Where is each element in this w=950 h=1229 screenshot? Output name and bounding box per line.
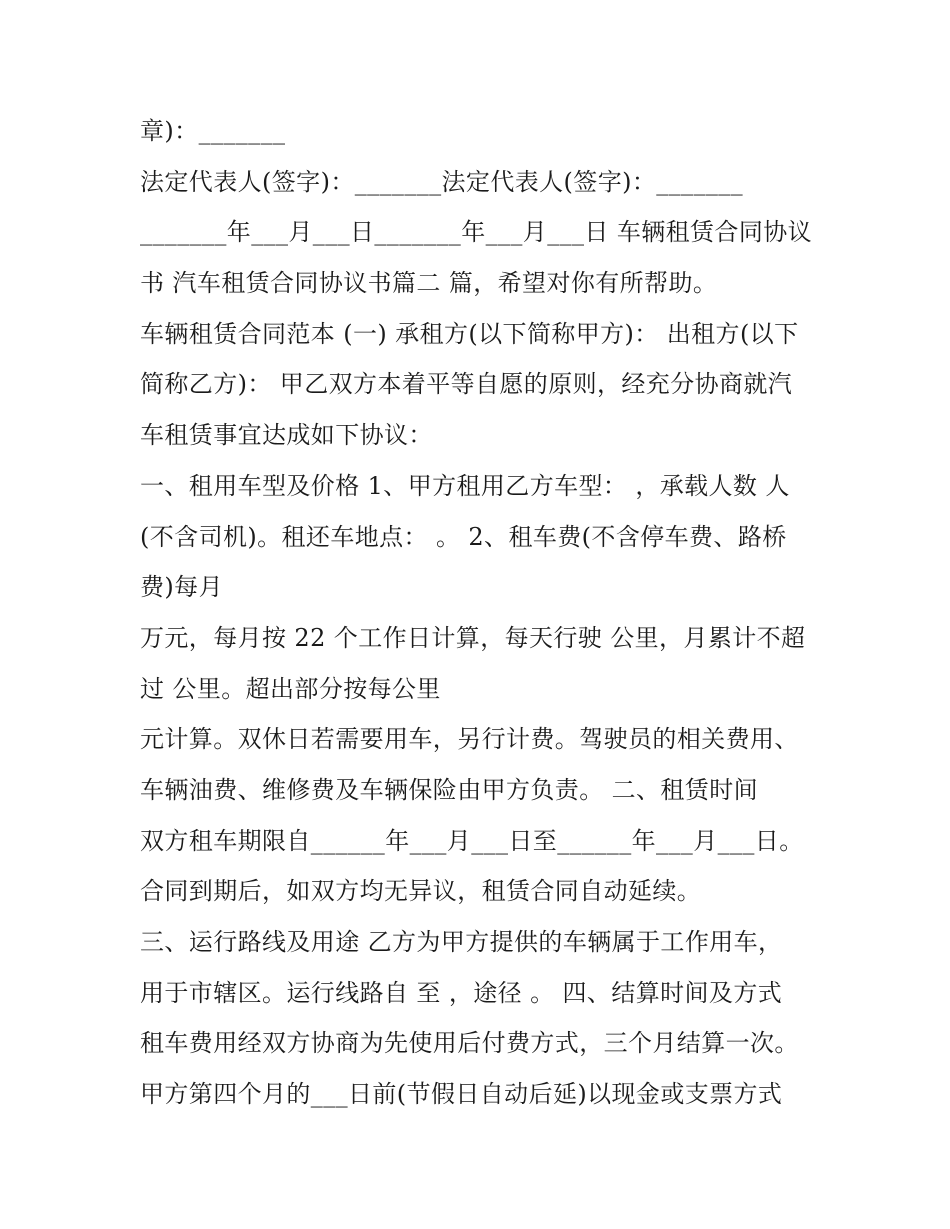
text-line: 费)每月: [140, 573, 223, 602]
text-line: 万元，每月按 22 个工作日计算，每天行驶 公里，月累计不超: [140, 623, 806, 652]
text-line: 车租赁事宜达成如下协议：: [140, 421, 433, 450]
text-line: 书 汽车租赁合同协议书篇二 篇，希望对你有所帮助。: [140, 269, 718, 298]
contract-body-text: [140, 106, 820, 1120]
text-line: 法定代表人(签字)：_______法定代表人(签字)：_______: [140, 167, 744, 196]
text-line: 车辆油费、维修费及车辆保险由甲方负责。 二、租赁时间: [140, 775, 759, 804]
text-line: 车辆租赁合同范本 (一) 承租方(以下简称甲方)： 出租方(以下: [140, 319, 799, 348]
text-line: (不含司机)。租还车地点： 。 2、租车费(不含停车费、路桥: [140, 522, 787, 551]
text-line: 双方租车期限自______年___月___日至______年___月___日。: [140, 826, 804, 855]
text-line: 三、运行路线及用途 乙方为甲方提供的车辆属于工作用车，: [140, 928, 783, 956]
text-line: 合同到期后，如双方均无异议，租赁合同自动延续。: [140, 877, 702, 906]
text-line: _______年___月___日_______年___月___日 车辆租赁合同协议: [140, 218, 813, 247]
text-line: 一、租用车型及价格 1、甲方租用乙方车型： ，承载人数 人: [140, 471, 790, 500]
text-line: 简称乙方)： 甲乙双方本着平等自愿的原则，经充分协商就汽: [140, 370, 793, 399]
text-line: 元计算。双休日若需要用车，另行计费。驾驶员的相关费用、: [140, 725, 799, 754]
text-line: 甲方第四个月的___日前(节假日自动后延)以现金或支票方式: [140, 1080, 783, 1109]
text-line: 过 公里。超出部分按每公里: [140, 674, 441, 703]
text-line: 租车费用经双方协商为先使用后付费方式，三个月结算一次。: [140, 1029, 799, 1058]
text-line: 章)：_______: [140, 117, 286, 145]
text-line: 用于市辖区。运行线路自 至 ，途径 。 四、结算时间及方式: [140, 978, 783, 1007]
